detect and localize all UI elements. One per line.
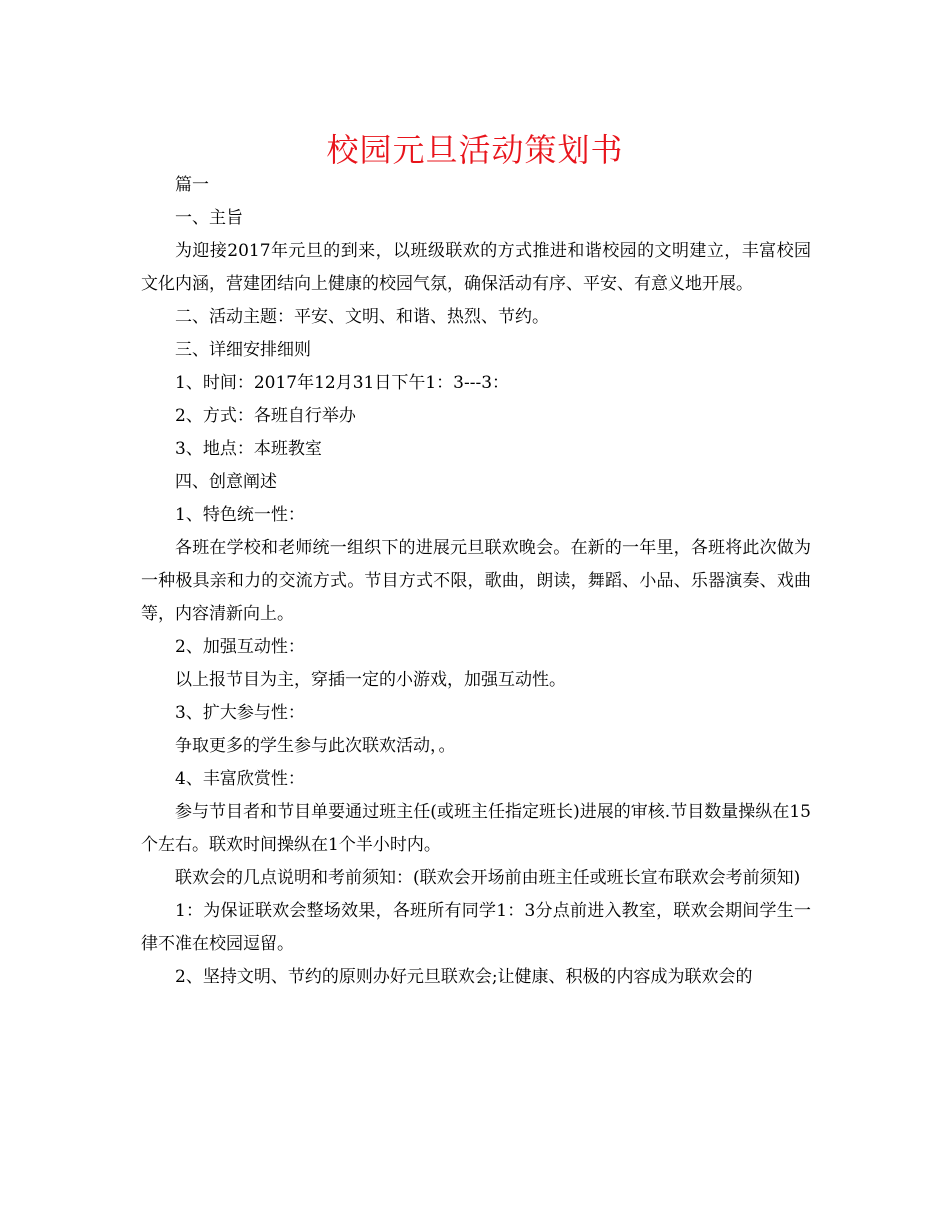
paragraph: 1、特色统一性：: [175, 505, 305, 525]
paragraph: 联欢会的几点说明和考前须知：(联欢会开场前由班主任或班长宣布联欢会考前须知): [175, 868, 801, 888]
paragraph: 三、详细安排细则: [175, 340, 311, 360]
paragraph: 1：为保证联欢会整场效果，各班所有同学1：3分点前进入教室，联欢会期间学生一律不准在校园逗留。: [141, 901, 811, 954]
paragraph: 各班在学校和老师统一组织下的进展元旦联欢晚会。在新的一年里，各班将此次做为一种极具亲和力的交流方式。节目方式不限，歌曲，朗读，舞蹈、小品、乐器演奏、戏曲等，内容清新向上。: [141, 538, 811, 624]
paragraph: 参与节目者和节目单要通过班主任(或班主任指定班长)进展的审核.节目数量操纵在15个左右。联欢时间操纵在1个半小时内。: [141, 802, 811, 855]
paragraph: 3、地点：本班教室: [175, 439, 322, 459]
document-body: [141, 169, 811, 994]
paragraph: 篇一: [175, 175, 209, 195]
paragraph: 一、主旨: [175, 208, 243, 228]
paragraph: 4、丰富欣赏性：: [175, 769, 305, 789]
paragraph: 2、加强互动性：: [175, 637, 305, 657]
paragraph: 争取更多的学生参与此次联欢活动，。: [175, 736, 456, 756]
paragraph: 2、方式：各班自行举办: [175, 406, 356, 426]
document-title: 校园元旦活动策划书: [326, 131, 624, 169]
paragraph: 3、扩大参与性：: [175, 703, 305, 723]
paragraph: 2、坚持文明、节约的原则办好元旦联欢会;让健康、积极的内容成为联欢会的: [175, 967, 753, 987]
paragraph: 为迎接2017年元旦的到来，以班级联欢的方式推进和谐校园的文明建立，丰富校园文化内涵，营建团结向上健康的校园气氛，确保活动有序、平安、有意义地开展。: [141, 241, 811, 294]
paragraph: 1、时间：2017年12月31日下午1：3---3：: [175, 373, 510, 393]
paragraph: 以上报节目为主，穿插一定的小游戏，加强互动性。: [175, 670, 566, 690]
paragraph: 二、活动主题：平安、文明、和谐、热烈、节约。: [175, 307, 549, 327]
paragraph: 四、创意阐述: [175, 472, 277, 492]
